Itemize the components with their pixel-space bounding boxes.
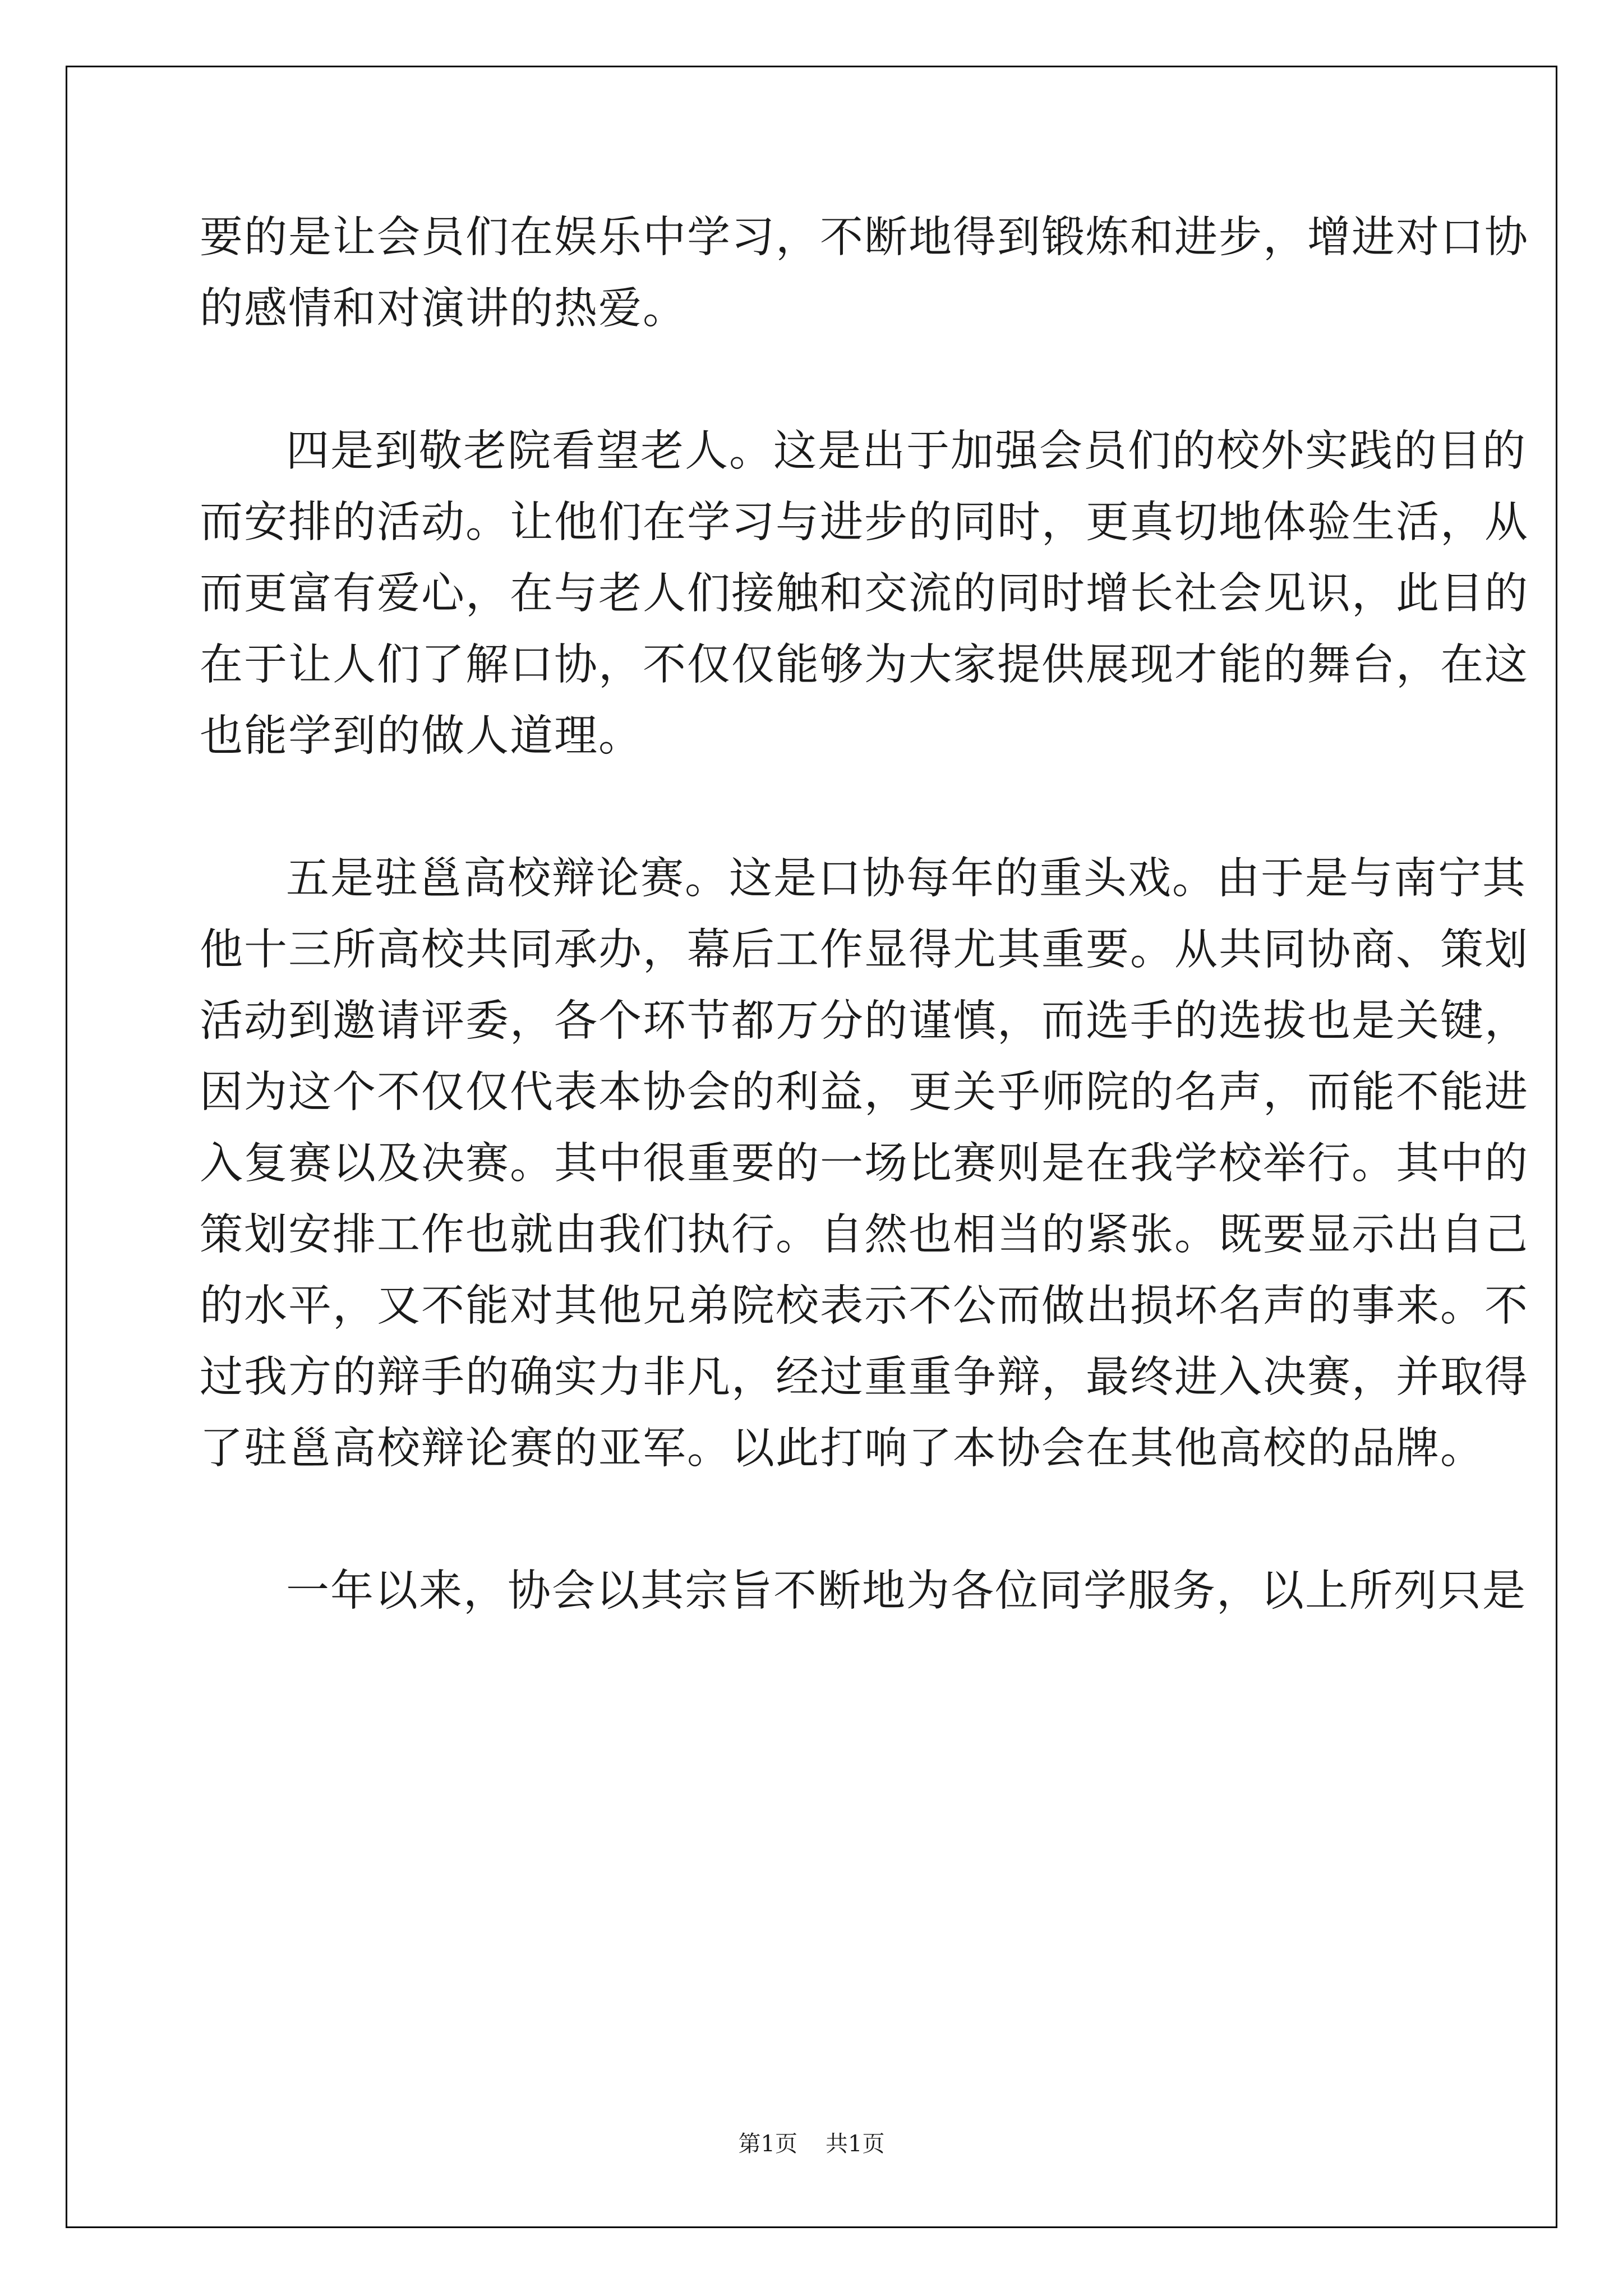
page-total: 共1页 <box>826 2131 885 2157</box>
text-line: 的水平，又不能对其他兄弟院校表示不公而做出损坏名声的事来。不 <box>200 1281 1529 1331</box>
paragraph-gap <box>200 1484 1428 1556</box>
text-line: 也能学到的做人道理。 <box>200 711 643 761</box>
page-footer <box>0 2126 1623 2158</box>
paragraph-gap <box>200 772 1428 843</box>
text-line: 过我方的辩手的确实力非凡，经过重重争辩，最终进入决赛，并取得 <box>200 1352 1529 1402</box>
text-line: 要的是让会员们在娱乐中学习，不断地得到锻炼和进步，增进对口协 <box>200 213 1529 263</box>
text-line: 在于让人们了解口协，不仅仅能够为大家提供展现才能的舞台，在这 <box>200 640 1529 690</box>
text-line: 四是到敬老院看望老人。这是出于加强会员们的校外实践的目的 <box>286 426 1527 476</box>
text-line: 而更富有爱心，在与老人们接触和交流的同时增长社会见识，此目的 <box>200 569 1529 619</box>
text-line: 了驻邕高校辩论赛的亚军。以此打响了本协会在其他高校的品牌。 <box>200 1424 1484 1474</box>
text-line: 活动到邀请评委，各个环节都万分的谨慎，而选手的选拔也是关键， <box>200 996 1529 1046</box>
paragraph-gap <box>200 344 1428 416</box>
text-line: 他十三所高校共同承办，幕后工作显得尤其重要。从共同协商、策划 <box>200 925 1529 975</box>
text-line: 一年以来，协会以其宗旨不断地为各位同学服务，以上所列只是 <box>286 1566 1527 1616</box>
text-line: 的感情和对演讲的热爱。 <box>200 284 687 334</box>
text-line: 五是驻邕高校辩论赛。这是口协每年的重头戏。由于是与南宁其 <box>286 854 1527 904</box>
page-number: 第1页 <box>738 2131 797 2157</box>
text-line: 因为这个不仅仅代表本协会的利益，更关乎师院的名声，而能不能进 <box>200 1068 1529 1117</box>
text-line: 入复赛以及决赛。其中很重要的一场比赛则是在我学校举行。其中的 <box>200 1139 1529 1189</box>
text-line: 策划安排工作也就由我们执行。自然也相当的紧张。既要显示出自己 <box>200 1210 1529 1260</box>
text-line: 而安排的活动。让他们在学习与进步的同时，更真切地体验生活，从 <box>200 498 1529 547</box>
document-body <box>200 202 1529 1627</box>
